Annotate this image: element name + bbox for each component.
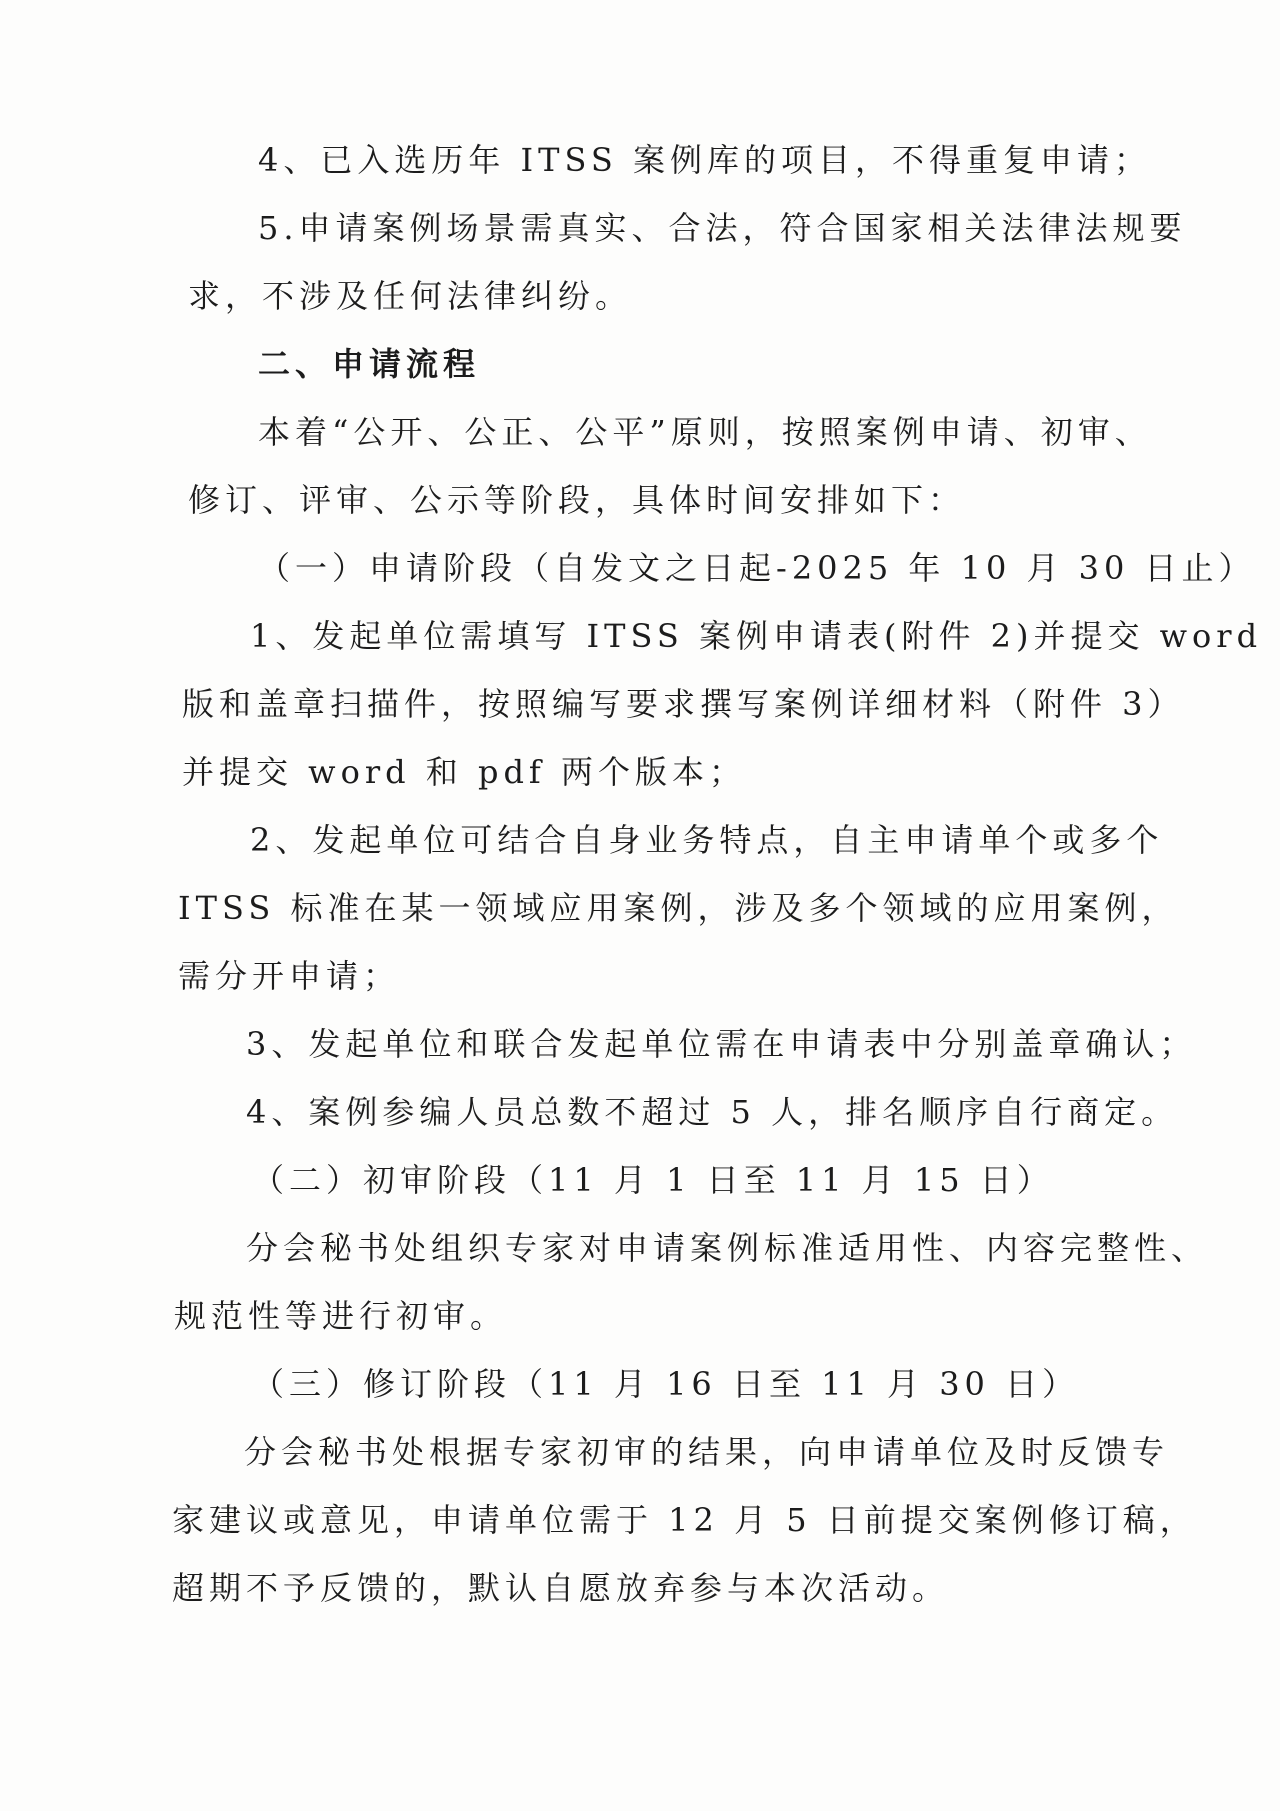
para-3-line-1: 本着“公开、公正、公平”原则，按照案例申请、初审、 [258,413,1152,451]
para-10-line-1: 分会秘书处组织专家对申请案例标准适用性、内容完整性、 [246,1229,1209,1267]
para-12-line-3: 超期不予反馈的，默认自愿放弃参与本次活动。 [172,1569,950,1607]
subheading-2: （二）初审阶段（11 月 1 日至 11 月 15 日） [252,1161,1054,1199]
para-5-line-1: 1、发起单位需填写 ITSS 案例申请表(附件 2)并提交 word [250,617,1263,655]
para-5-line-2: 版和盖章扫描件，按照编写要求撰写案例详细材料（附件 3） [182,685,1185,723]
para-2-line-1: 5.申请案例场景需真实、合法，符合国家相关法律法规要 [258,209,1187,247]
para-10-line-2: 规范性等进行初审。 [174,1297,508,1335]
para-12-line-2: 家建议或意见，申请单位需于 12 月 5 日前提交案例修订稿， [172,1501,1197,1539]
para-1-line-1: 4、已入选历年 ITSS 案例库的项目，不得重复申请； [258,141,1151,179]
para-5-line-3: 并提交 word 和 pdf 两个版本； [182,753,746,791]
subheading-3: （三）修订阶段（11 月 16 日至 11 月 30 日） [252,1365,1080,1403]
para-12-line-1: 分会秘书处根据专家初审的结果，向申请单位及时反馈专 [244,1433,1170,1471]
para-6-line-2: ITSS 标准在某一领域应用案例，涉及多个领域的应用案例， [178,889,1179,927]
section-heading: 二、申请流程 [258,345,481,383]
para-6-line-1: 2、发起单位可结合自身业务特点，自主申请单个或多个 [250,821,1164,859]
subheading-1: （一）申请阶段（自发文之日起-2025 年 10 月 30 日止） [258,549,1256,587]
para-2-line-2: 求，不涉及任何法律纠纷。 [188,277,633,315]
para-3-line-2: 修订、评审、公示等阶段，具体时间安排如下： [188,481,966,519]
para-7-line-1: 3、发起单位和联合发起单位需在申请表中分别盖章确认； [246,1025,1197,1063]
para-8-line-1: 4、案例参编人员总数不超过 5 人，排名顺序自行商定。 [246,1093,1179,1131]
para-6-line-3: 需分开申请； [178,957,401,995]
